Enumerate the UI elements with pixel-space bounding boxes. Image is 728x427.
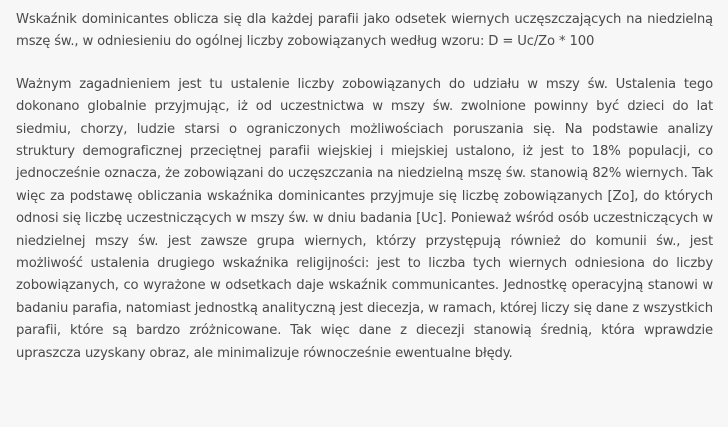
article-body: [16, 9, 713, 385]
paragraph-dominicantes-formula: Wskaźnik dominicantes oblicza się dla każdej parafii jako odsetek wiernych uczęszczających na niedzielną mszę św., w odniesieniu do ogólnej liczby zobowiązanych według wzoru: D = Uc/Zo * 100: [16, 12, 713, 50]
paragraph-methodology: Ważnym zagadnieniem jest tu ustalenie liczby zobowiązanych do udziału w mszy św. Ustalenia tego dokonano globalnie przyjmując, iż od uczestnictwa w mszy św. zwolnione powinny być dzieci do lat siedmiu, chorzy, ludzie starsi o ograniczonych możliwościach poruszania się. Na podstawie analizy struktury demograficznej przeciętnej parafii wiejskiej i miejskiej ustalono, iż jest to 18% populacji, co jednocześnie oznacza, że zobowiązani do uczęszczania na niedzielną mszę św. stanowią 82% wiernych. Tak więc za podstawę obliczania wskaźnika dominicantes przyjmuje się liczbę zobowiązanych [Zo], do których odnosi się liczbę uczestniczących w mszy św. w dniu badania [Uc]. Ponieważ wśród osób uczestniczących w niedzielnej mszy św. jest zawsze grupa wiernych, którzy przystępują również do komunii św., jest możliwość ustalenia drugiego wskaźnika religijności: jest to liczba tych wiernych odniesiona do liczby zobowiązanych, co wyrażone w odsetkach daje wskaźnik communicantes. Jednostkę operacyjną stanowi w badaniu parafia, natomiast jednostką analityczną jest diecezja, w ramach, której liczy się dane z wszystkich parafii, które są bardzo zróżnicowane. Tak więc dane z diecezji stanowią średnią, która wprawdzie upraszcza uzyskany obraz, ale minimalizuje równocześnie ewentualne błędy.: [16, 76, 713, 361]
